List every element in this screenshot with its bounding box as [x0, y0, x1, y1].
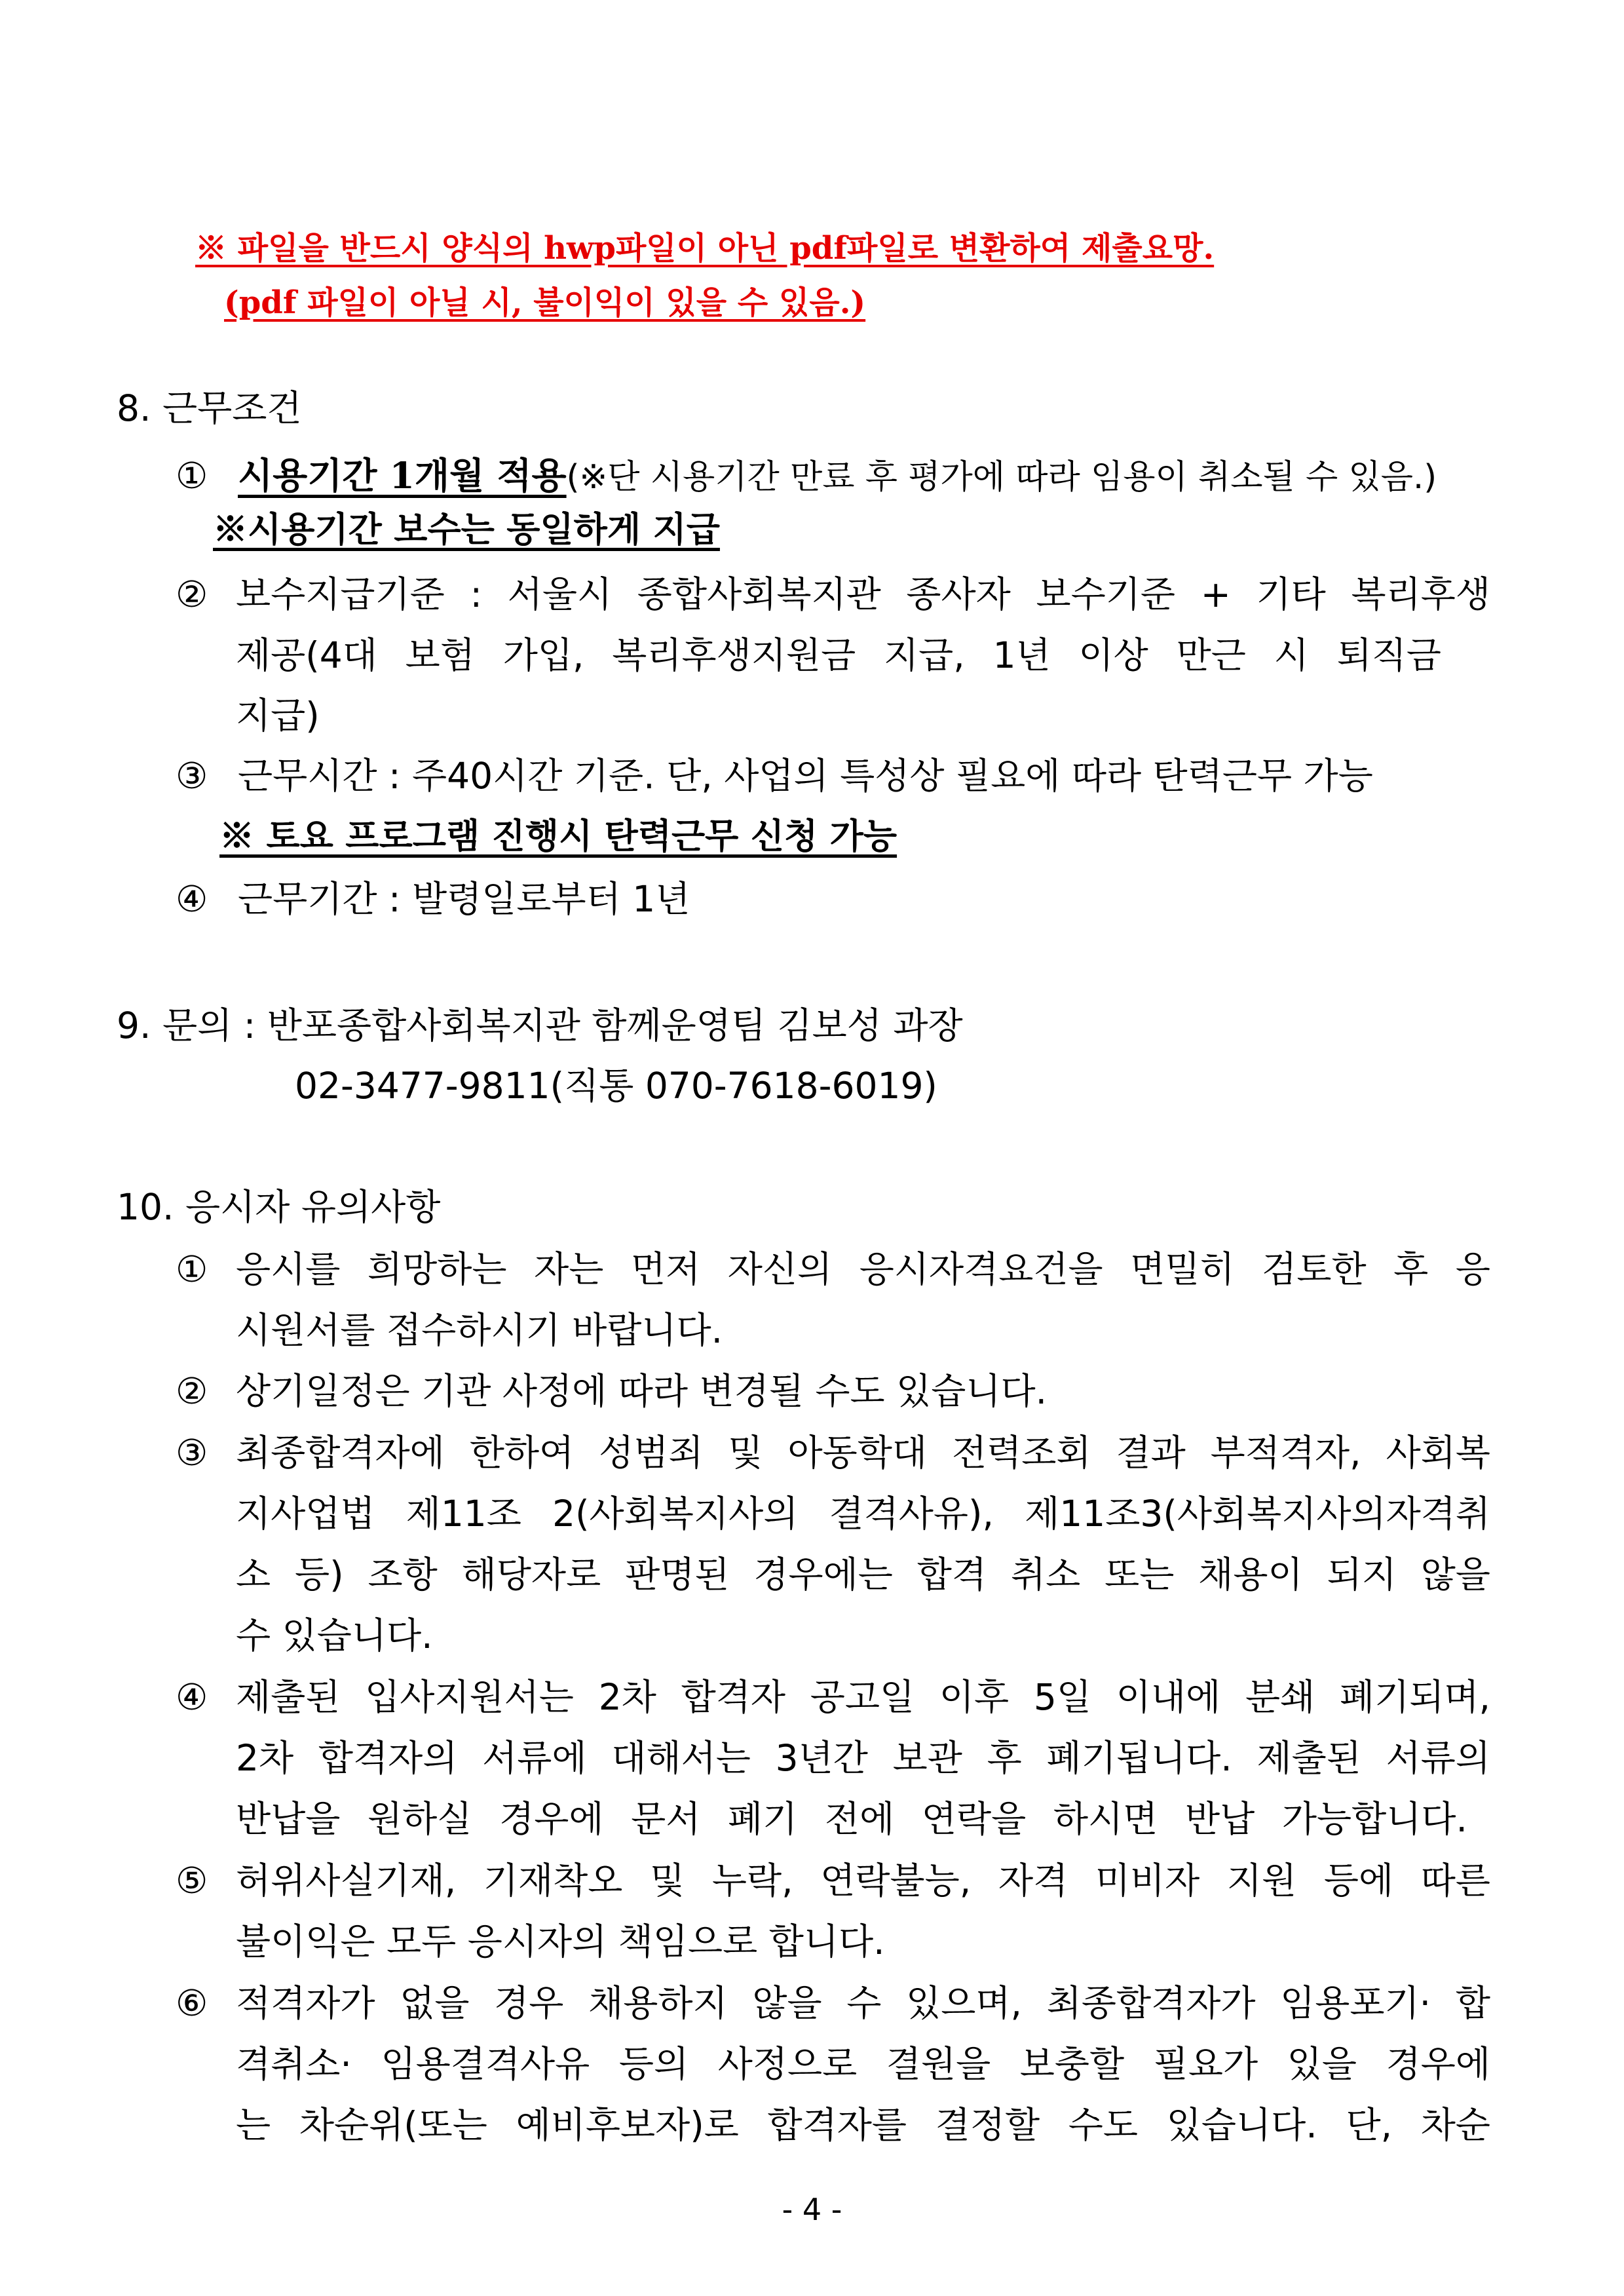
notice-line-2: (pdf 파일이 아닐 시, 불이익이 있을 수 있음.) — [224, 284, 866, 321]
item-marker: ② — [176, 573, 208, 615]
item-marker: ① — [176, 455, 208, 497]
item-marker: ① — [176, 1248, 208, 1290]
section-10-item-6 — [176, 1982, 208, 2024]
item-line: 2차 합격자의 서류에 대해서는 3년간 보관 후 폐기됩니다. 제출된 서류의 — [236, 1737, 1490, 1779]
probation-bold: 시용기간 1개월 적용 — [238, 454, 567, 497]
item-line: 격취소· 임용결격사유 등의 사정으로 결원을 보충할 필요가 있을 경우에 — [236, 2043, 1490, 2085]
item-line: 제출된 입사지원서는 2차 합격자 공고일 이후 5일 이내에 분쇄 폐기되며, — [236, 1676, 1490, 1718]
page-number: - 4 - — [782, 2192, 842, 2227]
section-10-item-1 — [176, 1248, 208, 1290]
item-marker: ② — [176, 1370, 208, 1412]
probation-note: (※단 시용기간 만료 후 평가에 따라 임용이 취소될 수 있음.) — [566, 458, 1437, 497]
item-line: 적격자가 없을 경우 채용하지 않을 수 있으며, 최종합격자가 임용포기· 합 — [236, 1982, 1490, 2024]
item-2-line-2: 제공(4대 보험 가입, 복리후생지원금 지급, 1년 이상 만근 시 퇴직금 — [236, 634, 1441, 676]
item-line: 지사업법 제11조 2(사회복지사의 결격사유), 제11조3(사회복지사의자격취 — [236, 1493, 1490, 1535]
item-marker: ⑥ — [176, 1982, 208, 2024]
item-marker: ④ — [176, 1676, 208, 1718]
section-10-item-3 — [176, 1432, 208, 1474]
probation-pay-note: ※시용기간 보수는 동일하게 지급 — [213, 509, 720, 550]
section-8-item-4 — [176, 878, 690, 920]
item-line: 최종합격자에 한하여 성범죄 및 아동학대 전력조회 결과 부적격자, 사회복 — [236, 1432, 1490, 1474]
saturday-program-note: ※ 토요 프로그램 진행시 탄력근무 신청 가능 — [219, 816, 897, 856]
item-marker: ③ — [176, 755, 208, 797]
section-9-title: 9. 문의 : 반포종합사회복지관 함께운영팀 김보성 과장 — [117, 1004, 963, 1046]
item-2-line-1: 보수지급기준 : 서울시 종합사회복지관 종사자 보수기준 + 기타 복리후생 — [236, 573, 1490, 615]
contact-phone: 02-3477-9811(직통 070-7618-6019) — [295, 1065, 937, 1107]
item-marker: ③ — [176, 1432, 208, 1474]
section-8-item-2 — [176, 573, 238, 615]
work-period: 근무기간 : 발령일로부터 1년 — [238, 878, 690, 920]
section-10-item-4 — [176, 1676, 208, 1718]
section-10-item-5 — [176, 1860, 208, 1902]
section-10-item-2 — [176, 1370, 208, 1412]
section-8-item-1 — [176, 454, 1437, 497]
item-line: 시원서를 접수하시기 바랍니다. — [236, 1309, 723, 1351]
item-marker: ④ — [176, 878, 208, 920]
section-10-title: 10. 응시자 유의사항 — [117, 1186, 441, 1228]
item-line: 허위사실기재, 기재착오 및 누락, 연락불능, 자격 미비자 지원 등에 따른 — [236, 1860, 1490, 1902]
item-marker: ⑤ — [176, 1860, 208, 1902]
item-line: 반납을 원하실 경우에 문서 폐기 전에 연락을 하시면 반납 가능합니다. — [236, 1798, 1467, 1840]
work-hours: 근무시간 : 주40시간 기준. 단, 사업의 특성상 필요에 따라 탄력근무 가능 — [238, 755, 1373, 797]
notice-line-1: ※ 파일을 반드시 양식의 hwp파일이 아닌 pdf파일로 변환하여 제출요망. — [195, 230, 1215, 267]
section-8-title: 8. 근무조건 — [117, 387, 302, 429]
section-8-item-3 — [176, 755, 1373, 797]
item-line: 수 있습니다. — [236, 1615, 433, 1656]
item-line: 는 차순위(또는 예비후보자)로 합격자를 결정할 수도 있습니다. 단, 차순 — [236, 2104, 1490, 2146]
item-line: 응시를 희망하는 자는 먼저 자신의 응시자격요건을 면밀히 검토한 후 응 — [236, 1248, 1490, 1290]
item-line: 상기일정은 기관 사정에 따라 변경될 수도 있습니다. — [236, 1370, 1048, 1412]
item-line: 불이익은 모두 응시자의 책임으로 합니다. — [236, 1921, 885, 1962]
item-line: 소 등) 조항 해당자로 판명된 경우에는 합격 취소 또는 채용이 되지 않을 — [236, 1554, 1490, 1596]
item-2-line-3: 지급) — [236, 695, 320, 737]
